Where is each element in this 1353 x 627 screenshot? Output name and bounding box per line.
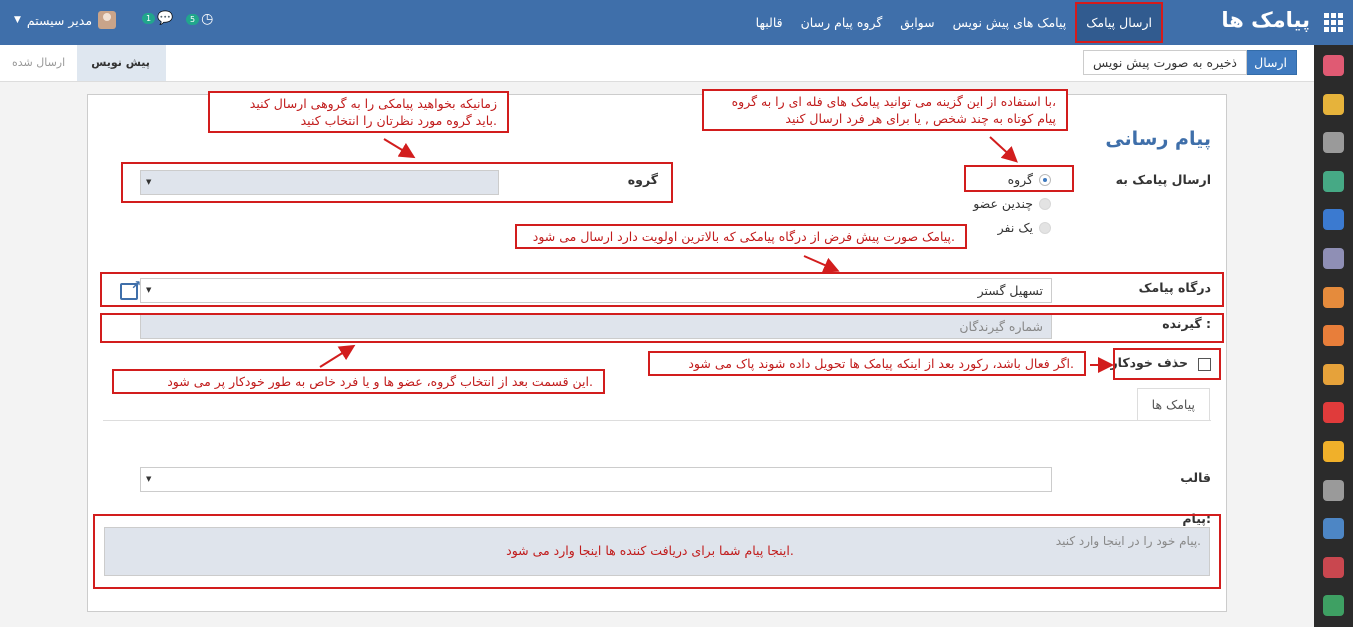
radio-label: گروه bbox=[1007, 172, 1033, 187]
annotation-box-group-field bbox=[121, 162, 673, 203]
template-select[interactable] bbox=[140, 467, 1052, 492]
annotation-box-radio-group bbox=[964, 165, 1074, 192]
globe-icon[interactable] bbox=[1323, 325, 1344, 346]
app-sidebar bbox=[1314, 45, 1353, 627]
status-sent[interactable]: ارسال شده bbox=[12, 56, 66, 69]
send-button[interactable]: ارسال bbox=[1244, 50, 1297, 75]
message-placeholder: پیام خود را در اینجا وارد کنید. bbox=[1055, 534, 1201, 548]
tab-divider bbox=[103, 420, 1211, 421]
caret-down-icon: ▼ bbox=[14, 15, 21, 25]
contacts-icon[interactable] bbox=[1323, 171, 1344, 192]
support-icon[interactable] bbox=[1323, 441, 1344, 462]
menu-history[interactable]: سوابق bbox=[900, 15, 935, 30]
note-recipient bbox=[112, 369, 605, 394]
recipient-label: گیرنده : bbox=[1162, 316, 1211, 331]
note-line: باید گروه مورد نظرتان را انتخاب کنید. bbox=[300, 113, 497, 128]
note-line: پیام کوتاه به چند شخص , یا برای هر فرد ارسال کنید bbox=[785, 111, 1056, 126]
dropdown-caret-icon: ▼ bbox=[146, 286, 152, 294]
gateway-label: درگاه پیامک bbox=[1138, 280, 1211, 295]
note-group bbox=[208, 91, 509, 133]
shop-icon[interactable] bbox=[1323, 480, 1344, 501]
gift-icon[interactable] bbox=[1323, 557, 1344, 578]
radio-label: یک نفر bbox=[997, 220, 1033, 235]
settings-icon[interactable] bbox=[1323, 209, 1344, 230]
page-title: پیام رسانی bbox=[1105, 128, 1211, 150]
dropdown-caret-icon: ▼ bbox=[146, 475, 152, 483]
radio-icon[interactable] bbox=[1039, 222, 1051, 234]
tab-messages[interactable]: پیامک ها bbox=[1137, 388, 1210, 421]
autodelete-label: حذف خودکار bbox=[1110, 355, 1188, 370]
tools-icon[interactable] bbox=[1323, 595, 1344, 616]
chart-icon[interactable] bbox=[1323, 287, 1344, 308]
annotation-box-autodelete bbox=[1113, 348, 1221, 380]
note-line: اگر فعال باشد، رکورد بعد از اینکه پیامک ها تحویل داده شوند پاک می شود. bbox=[688, 356, 1074, 371]
send-to-label: ارسال پیامک به bbox=[1115, 172, 1211, 187]
note-line: پیامک صورت پیش فرض از درگاه پیامکی که بالاترین اولویت دارد ارسال می شود. bbox=[532, 229, 955, 244]
template-label: قالب bbox=[1180, 470, 1211, 485]
note-line: اینجا پیام شما برای دریافت کننده ها اینجا وارد می شود. bbox=[506, 543, 794, 558]
radio-multi-member-option[interactable] bbox=[973, 196, 1051, 211]
radio-icon[interactable] bbox=[1039, 198, 1051, 210]
menu-templates[interactable]: قالبها bbox=[755, 15, 783, 30]
message-label: پیام: bbox=[1182, 511, 1211, 526]
chat-icon[interactable] bbox=[1323, 55, 1344, 76]
dropdown-caret-icon: ▼ bbox=[146, 178, 152, 186]
status-bar bbox=[0, 45, 166, 81]
note-gateway bbox=[515, 224, 967, 249]
note-send-option bbox=[702, 89, 1068, 131]
calendar-icon[interactable] bbox=[1323, 94, 1344, 115]
apps-grid-icon[interactable] bbox=[1324, 13, 1343, 32]
status-draft[interactable]: پیش نویس bbox=[77, 45, 166, 81]
radio-label: چندین عضو bbox=[973, 196, 1033, 211]
chat-button[interactable] bbox=[142, 11, 173, 26]
annotation-box-gateway bbox=[100, 272, 1224, 307]
chat-count-badge: 1 bbox=[142, 13, 155, 24]
folder-icon[interactable] bbox=[1323, 402, 1344, 423]
card-icon[interactable] bbox=[1323, 518, 1344, 539]
note-line: این قسمت بعد از انتخاب گروه، عضو ها و یا فرد خاص به طور خودکار پر می شود. bbox=[167, 374, 593, 389]
menu-draft-sms[interactable]: پیامک های پیش نویس bbox=[952, 15, 1067, 30]
note-autodelete bbox=[648, 351, 1086, 376]
note-line: با استفاده از این گزینه می توانید پیامک های فله ای را به گروه، bbox=[731, 94, 1056, 109]
menu-messenger-group[interactable]: گروه پیام رسان bbox=[800, 15, 883, 30]
gateway-value: تسهیل گستر bbox=[977, 283, 1043, 298]
chat-bubbles-icon: 💬 bbox=[157, 11, 174, 26]
activity-count-badge: 5 bbox=[186, 14, 199, 25]
note-message bbox=[300, 543, 1000, 558]
clock-icon: ◷ bbox=[201, 11, 214, 27]
annotation-box-recipient bbox=[100, 313, 1224, 343]
notes-icon[interactable] bbox=[1323, 132, 1344, 153]
top-menu bbox=[747, 0, 1163, 45]
user-name: مدیر سیستم bbox=[26, 12, 93, 28]
menu-send-sms[interactable]: ارسال پیامک bbox=[1075, 2, 1163, 43]
note-line: زمانیکه بخواهید پیامکی را به گروهی ارسال کنید bbox=[249, 96, 497, 111]
control-panel bbox=[0, 45, 1314, 82]
recipient-placeholder: شماره گیرندگان bbox=[959, 319, 1043, 334]
radio-single-person-option[interactable] bbox=[998, 220, 1051, 235]
sms-icon[interactable] bbox=[1323, 248, 1344, 269]
user-menu[interactable] bbox=[14, 11, 116, 29]
avatar bbox=[98, 11, 116, 29]
app-brand-title: پیامک ها bbox=[1221, 8, 1310, 32]
top-navbar bbox=[0, 0, 1353, 45]
save-draft-button[interactable]: ذخیره به صورت پیش نویس bbox=[1083, 50, 1247, 75]
activity-button[interactable] bbox=[186, 11, 213, 27]
group-label: گروه bbox=[627, 172, 658, 187]
inventory-icon[interactable] bbox=[1323, 364, 1344, 385]
